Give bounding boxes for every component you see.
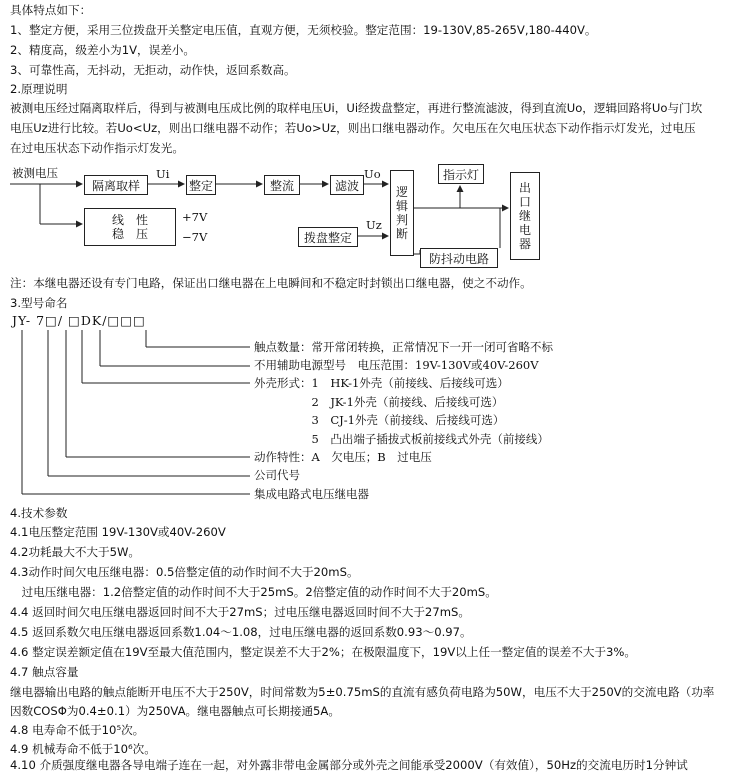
model-label-company: 公司代号 xyxy=(254,468,300,482)
tech-line: 过电压继电器：1.2倍整定值的动作时间不大于25mS。2倍整定值的动作时间不大于20mS。 xyxy=(10,585,497,599)
feature-item: 3、可靠性高，无抖动，无拒动，动作快，返回系数高。 xyxy=(10,63,296,77)
tech-line: 4.2功耗最大不大于5W。 xyxy=(10,545,141,559)
dial-setting-label: 拨盘整定 xyxy=(303,230,352,245)
tech-line: 4.6 整定误差额定值在19V至最大值范围内，整定误差不大于2%；在极限温度下，19V以上任一整定值的误差不大于3%。 xyxy=(10,645,636,659)
principle-line: 在过电压状态下动作指示灯发光。 xyxy=(10,141,184,155)
regulator-line: 稳 压 xyxy=(111,227,148,241)
feature-item: 2、精度高，级差小为1V，误差小。 xyxy=(10,43,195,57)
dial-setting-block xyxy=(298,227,358,247)
model-label-power: 不用辅助电源型号 电压范围：19V-130V或40V-260V xyxy=(254,358,539,372)
tech-line: 4.5 返回系数欠电压继电器返回系数1.04～1.08，过电压继电器的返回系数0.93～0.97。 xyxy=(10,625,472,639)
plus-7v-label: +7V xyxy=(182,210,208,224)
feature-item: 1、整定方便，采用三位拨盘开关整定电压值，直观方便，无须校验。整定范围：19-130V,85-265V,180-440V。 xyxy=(10,23,597,37)
rectifier-block xyxy=(264,175,300,195)
logic-char: 辑 xyxy=(395,199,408,213)
principle-heading: 2.原理说明 xyxy=(10,82,68,96)
tech-line: 4.8 电寿命不低于10⁵次。 xyxy=(10,723,145,737)
output-char: 出 xyxy=(518,181,531,195)
minus-7v-label: −7V xyxy=(182,230,208,244)
regulator-line: 线 性 xyxy=(111,213,148,227)
output-relay-block xyxy=(510,172,540,260)
logic-char: 断 xyxy=(395,227,408,241)
output-char: 继 xyxy=(518,209,531,223)
tech-line: 4.1电压整定范围 19V-130V或40V-260V xyxy=(10,525,226,539)
tech-line: 4.7 触点容量 xyxy=(10,665,79,679)
block-diagram xyxy=(0,158,751,270)
tech-line: 继电器输出电路的触点能断开电压不大于250V，时间常数为5±0.75mS的直流有感负荷电路为50W，电压不大于250V的交流电路（功率 xyxy=(10,685,715,699)
model-label-case: 3 CJ-1外壳（前接线、后接线可选） xyxy=(254,413,505,427)
features-heading: 具体特点如下： xyxy=(10,3,92,17)
rectifier-label: 整流 xyxy=(269,178,294,193)
tech-line: 4.3动作时间欠电压继电器：0.5倍整定值的动作时间不大于20mS。 xyxy=(10,565,359,579)
model-heading: 3.型号命名 xyxy=(10,296,68,310)
output-char: 电 xyxy=(518,223,531,237)
principle-line: 电压Uz进行比较。若Uo<Uz，则出口继电器不动作；若Uo>Uz，则出口继电器动作。欠电压在欠电压状态下动作指示灯发光，过电压 xyxy=(10,121,696,135)
logic-char: 判 xyxy=(395,213,408,227)
model-label-type: 集成电路式电压继电器 xyxy=(254,487,369,501)
ui-label: Ui xyxy=(156,167,170,181)
tech-line: 4.10 介质强度继电器各导电端子连在一起，对外露非带电金属部分或外壳之间能承受2000V（有效值），50Hz的交流电历时1分钟试 xyxy=(10,758,688,772)
output-char: 器 xyxy=(518,237,531,251)
setting-label: 整定 xyxy=(188,178,213,193)
output-char: 口 xyxy=(518,195,531,209)
setting-block xyxy=(186,175,216,195)
anti-shake-label: 防抖动电路 xyxy=(428,251,489,266)
logic-judgment-block xyxy=(390,170,414,256)
model-label-action: 动作特性：A 欠电压；B 过电压 xyxy=(254,450,432,464)
filter-block xyxy=(330,175,364,195)
uo-label: Uo xyxy=(364,167,381,181)
linear-regulator-block xyxy=(84,208,176,246)
uz-label: Uz xyxy=(366,218,382,232)
isolation-sampling-block xyxy=(84,175,148,195)
tech-line: 4.9 机械寿命不低于10⁶次。 xyxy=(10,742,156,756)
anti-shake-block xyxy=(420,248,498,268)
principle-line: 被测电压经过隔离取样后，得到与被测电压成比例的取样电压Ui，Ui经拨盘整定，再进行整流滤波，得到直流Uo，逻辑回路将Uo与门坎 xyxy=(10,101,703,115)
model-label-case: 5 凸出端子插拔式板前接线式外壳（前接线） xyxy=(254,432,549,446)
isolation-sampling-label: 隔离取样 xyxy=(91,178,140,193)
model-label-contacts: 触点数量：常开常闭转换，正常情况下一开一闭可省略不标 xyxy=(254,340,553,354)
model-code: JY- 7□/ □DK/□□□ xyxy=(12,313,146,328)
model-label-case: 外壳形式：1 HK-1外壳（前接线、后接线可选） xyxy=(254,376,509,390)
input-voltage-label: 被测电压 xyxy=(12,166,58,180)
tech-line: 4.4 返回时间欠电压继电器返回时间不大于27mS；过电压继电器返回时间不大于27mS。 xyxy=(10,605,470,619)
model-label-case: 2 JK-1外壳（前接线、后接线可选） xyxy=(254,395,504,409)
indicator-lamp-label: 指示灯 xyxy=(442,167,479,182)
tech-heading: 4.技术参数 xyxy=(10,506,68,520)
note-line: 注：本继电器还设有专门电路，保证出口继电器在上电瞬间和不稳定时封锁出口继电器，使之不动作。 xyxy=(10,276,532,290)
tech-line: 因数COSΦ为0.4±0.1）为250VA。继电器触点可长期接通5A。 xyxy=(10,704,340,718)
indicator-lamp-block xyxy=(438,164,484,184)
logic-char: 逻 xyxy=(395,185,408,199)
filter-label: 滤波 xyxy=(334,178,359,193)
